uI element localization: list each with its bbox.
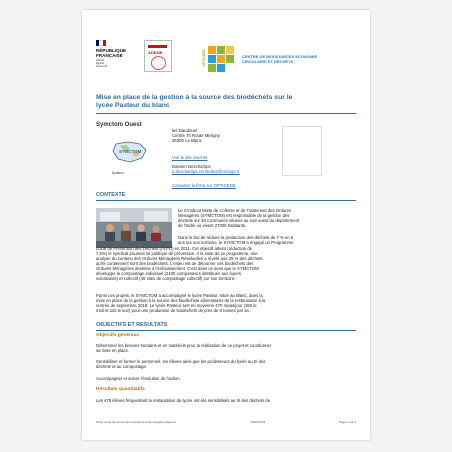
address-line-1: les Daudours [172,128,198,133]
document-title [96,94,316,110]
contexte-paragraph-3 [96,293,356,314]
contexte-p1-line: déchets sur 45 communes situées au sud-ouest du département [178,218,300,224]
symctom-logo-text: SYMCTOM [119,149,142,154]
contexte-p2-line: qu'ils contiennent sont des biodéchets. L'enjeu est de détourner ces biodéchets des [96,260,254,266]
website-link[interactable]: Voir le site internet [172,155,208,160]
author-name: Damien Deschamps [172,164,211,169]
page-footer [96,420,356,424]
image-placeholder-frame [282,126,322,176]
republique-francaise-logo [96,40,128,68]
contexte-p3-line: midi et 110 le soir) pour une production de biodéchets de près de 8 tonnes par an. [96,308,251,314]
footer-date: 16/09/2024 [250,420,266,424]
resultats-paragraph: Les 475 élèves fréquentant la restauration du lycée ont été sensibilisés au tri des déchets de [96,398,271,403]
address-line-2: Centre Tri Route Merigny [172,133,220,139]
title-line-1: Mise en place de la gestion à la source des biodéchets sur le [96,94,293,101]
rf-line2: FRANÇAISE [96,53,123,58]
contexte-p3-line: rentrée de septembre 2018. Le lycée Pasteur sert en moyenne 470 repas/jour (360 le [96,303,257,309]
optigede-word: OPTIGEDE [201,49,206,67]
title-divider [96,113,356,114]
centre-line-2: CIRCULAIRE ET DECHETS [242,59,294,64]
objectif-line: Sensibiliser et former le personnel, les élèves ainsi que les professeurs du lycée au tri des [96,359,266,364]
contexte-heading: CONTEXTE [96,192,126,198]
contexte-p2-line: développe le compostage individuel (2430 composteurs distribués aux foyers [96,271,242,277]
objectif-line: déchets et au compostage. [96,364,148,370]
address-line-3: 36300 Le Blanc [172,138,202,144]
contexte-paragraph-2a [178,235,356,245]
contexte-p2-line: Local de Prévention des Déchets (PLPD) en 2011. Cet objectif atteint (réduction de [96,245,253,251]
centre-line-1: CENTRE DE RESSOURCES ECONOMIE [242,54,318,59]
contexte-p2-line: Dans le but de réduire la production des déchets de 7 % en 5 [178,235,294,240]
classroom-photo-image [96,208,172,248]
document-page [82,10,370,440]
contexte-p1-line: Le SYndicat Mixte de Collecte et de Traitement des Ordures [178,208,292,213]
author-email-link[interactable]: d.deschamps.centredetr@orange.fr [172,169,240,175]
objectifs-generaux-heading: Objectifs généraux [96,333,140,338]
footer-source: Fiche issue du centre de ressources www.optigede.ademe.fr [96,420,177,424]
contexte-p1-line: Ménagères (SYMCTOM) est responsable de la gestion des [178,213,290,219]
tricolor-flag-icon [96,40,106,46]
objectif-item-3 [96,376,356,381]
contexte-p2-line: 7,5%) le syndicat poursuit sa politique de prévention. A la suite de ce programme, une [96,250,258,256]
ademe-logo [144,40,172,72]
contexte-p2-line: volontaires) et collectif (45 sites de compostage collectif) sur son territoire. [96,276,236,282]
author-block [172,164,240,174]
contexte-p2-line: ans sur son territoire, le SYMCTOM a engagé un Programme [178,240,294,246]
contexte-p1-line: de l'Indre où vivent 27000 habitants. [178,223,247,229]
objectif-line: Accompagner et suivre l'évolution de l'action. [96,376,181,381]
contexte-p2-line: analyse du contenu des Ordures Ménagères Résiduelles a révélé que 25 % des déchets [96,255,263,261]
objectif-line: sa mise en place. [96,348,130,354]
optigede-logo [202,44,234,74]
contexte-p2-line: Ordures Ménagères destinés à l'enfouissement. C'est dans ce sens que le SYMCTOM [96,266,259,272]
contexte-paragraph-1 [178,208,356,229]
organisation-name: Symctom Ouest [96,122,142,128]
resultats-quantitatifs-heading: Résultats quantitatifs [96,387,145,392]
rf-motto-3: Fraternité [96,65,108,68]
objectifs-heading: OBJECTIFS ET RESULTATS [96,322,168,328]
contexte-divider [96,200,356,201]
org-address [172,128,220,144]
objectif-item-2 [96,359,356,369]
ademe-circle-icon [151,56,166,70]
rf-line1: RÉPUBLIQUE [96,48,127,53]
students-photo [96,208,172,248]
rf-motto-2: Égalité [96,62,104,65]
centre-ressources-label [242,54,322,64]
contexte-paragraph-2b [96,246,356,282]
objectif-line: Déterminer les besoins humains et en matériels pour la réalisation de ce projet et coordonner [96,343,272,348]
rf-motto-1: Liberté [96,59,104,62]
objectifs-divider [96,330,356,331]
footer-page-number: Page 1 sur 4 [338,420,356,424]
title-line-2: lycée Pasteur du blanc [96,102,170,109]
optigede-sheet-link[interactable]: Consulter la fiche sur OPTIGEDE [172,183,236,188]
ademe-text: ADEME [148,50,163,55]
objectif-item-1 [96,343,356,353]
author-label: Auteur: [112,170,125,175]
symctom-logo [110,140,150,164]
contexte-p3-line: mise en place de la gestion à la source des biodéchets alimentaires de la restauration à la [96,298,266,304]
contexte-p3-line: Parmi ces projets, le SYMCTOM a accompagné le lycée Pasteur, situé au Blanc, dans la [96,293,263,298]
